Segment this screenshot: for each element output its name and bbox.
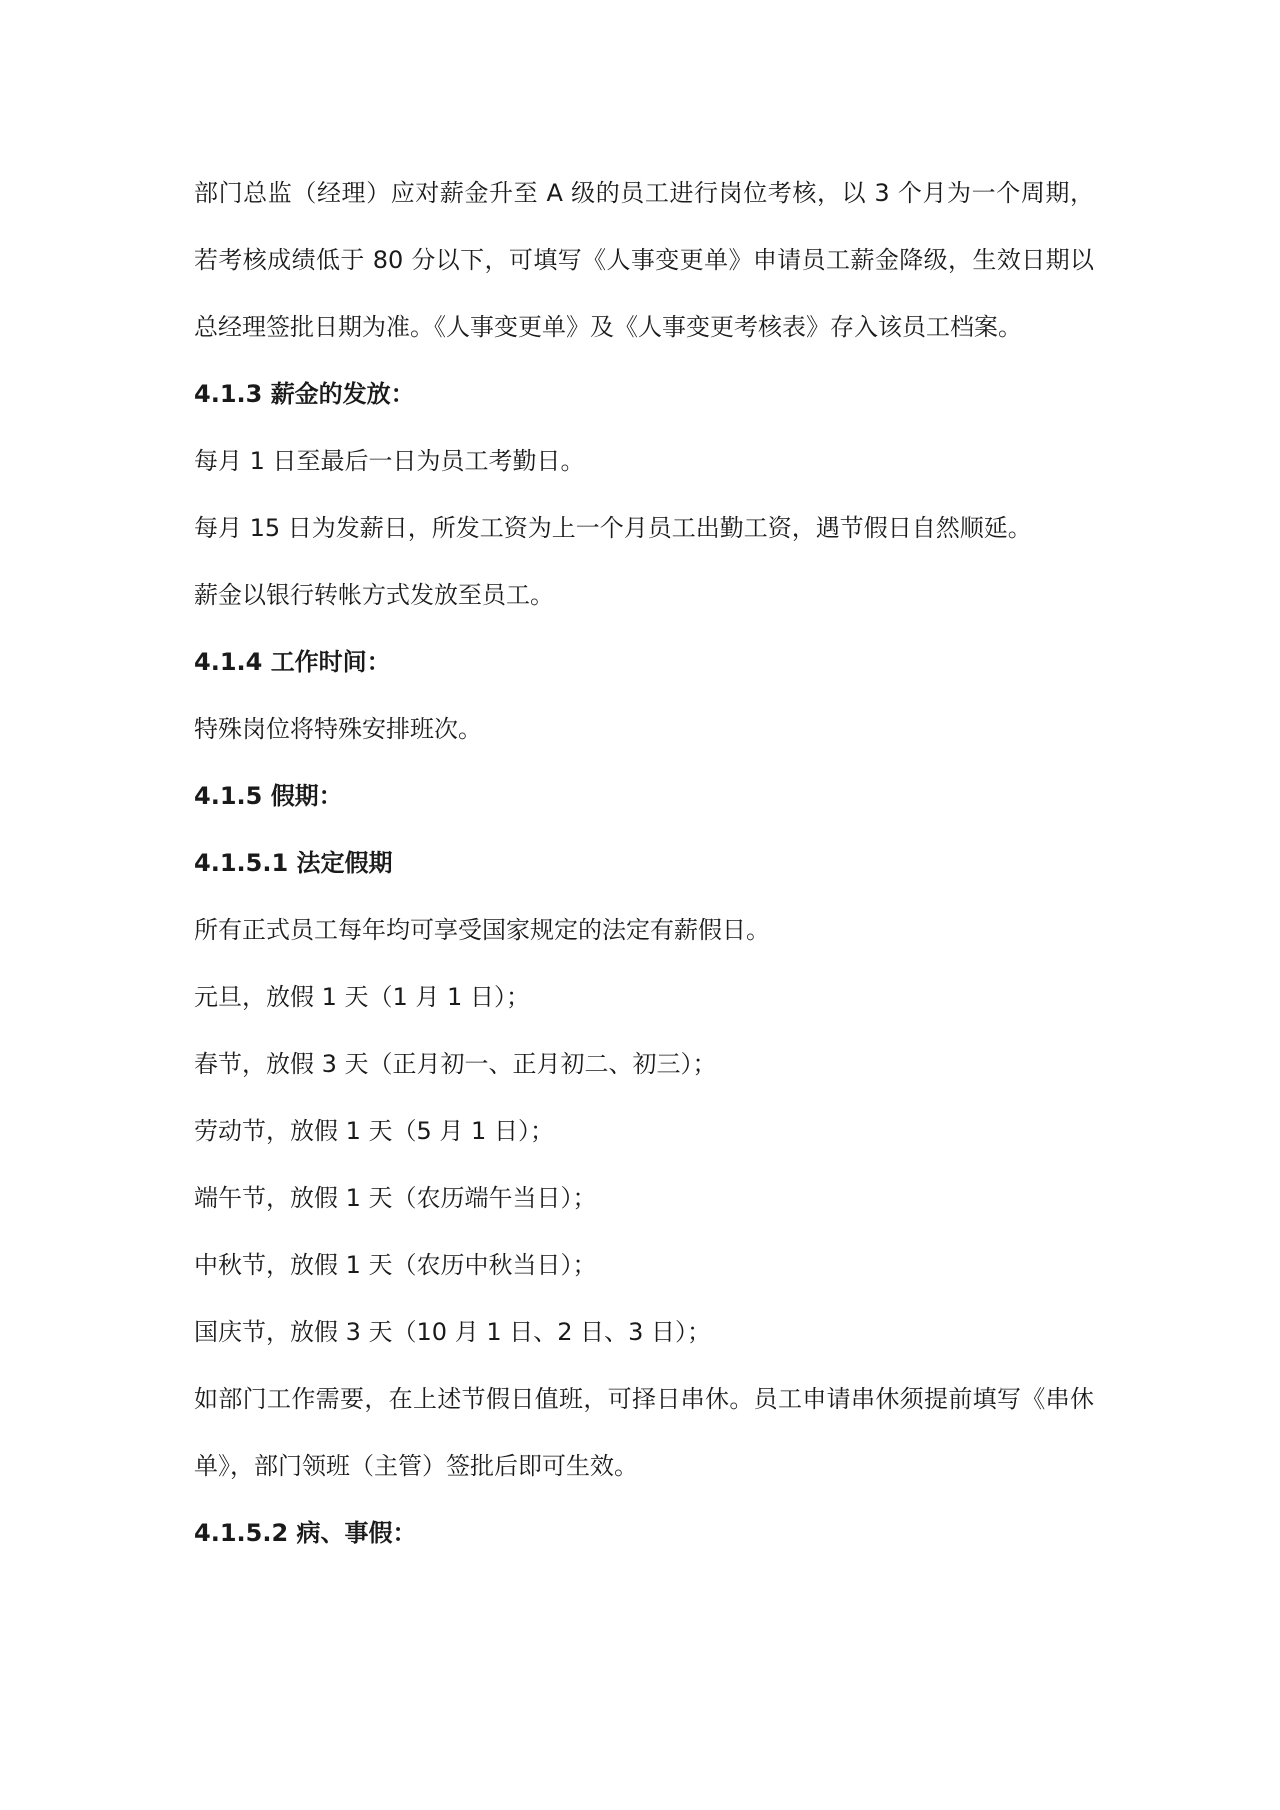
salary-demotion-paragraph: 部门总监（经理）应对薪金升至 A 级的员工进行岗位考核，以 3 个月为一个周期，若考核成绩低于 80 分以下，可填写《人事变更单》申请员工薪金降级，生效日期以总经理签批日期为准。《人事变更单》及《人事变更考核表》存入该员工档案。	[194, 179, 1094, 341]
section-heading-4-1-5: 4.1.5 假期：	[194, 782, 343, 810]
shift-swap-paragraph: 如部门工作需要，在上述节假日值班，可择日串休。员工申请串休须提前填写《串休单》，部门领班（主管）签批后即可生效。	[194, 1385, 1094, 1480]
holiday-item: 春节，放假 3 天（正月初一、正月初二、初三）；	[194, 1050, 717, 1078]
holidays-intro-line: 所有正式员工每年均可享受国家规定的法定有薪假日。	[194, 916, 770, 944]
holiday-item: 端午节，放假 1 天（农历端午当日）；	[194, 1184, 597, 1212]
holiday-item: 劳动节，放假 1 天（5 月 1 日）；	[194, 1117, 554, 1145]
section-heading-4-1-4: 4.1.4 工作时间：	[194, 648, 391, 676]
holiday-item: 国庆节，放假 3 天（10 月 1 日、2 日、3 日）；	[194, 1318, 712, 1346]
holiday-item: 中秋节，放假 1 天（农历中秋当日）；	[194, 1251, 597, 1279]
section-heading-4-1-3: 4.1.3 薪金的发放：	[194, 380, 415, 408]
holiday-item: 元旦，放假 1 天（1 月 1 日）；	[194, 983, 530, 1011]
section-heading-4-1-5-2: 4.1.5.2 病、事假：	[194, 1519, 417, 1547]
document-page	[194, 160, 1094, 1567]
attendance-line: 每月 1 日至最后一日为员工考勤日。	[194, 447, 585, 475]
payday-line: 每月 15 日为发薪日，所发工资为上一个月员工出勤工资，遇节假日自然顺延。	[194, 514, 1032, 542]
section-heading-4-1-5-1: 4.1.5.1 法定假期	[194, 849, 393, 877]
bank-transfer-line: 薪金以银行转帐方式发放至员工。	[194, 581, 554, 609]
special-shift-line: 特殊岗位将特殊安排班次。	[194, 715, 482, 743]
